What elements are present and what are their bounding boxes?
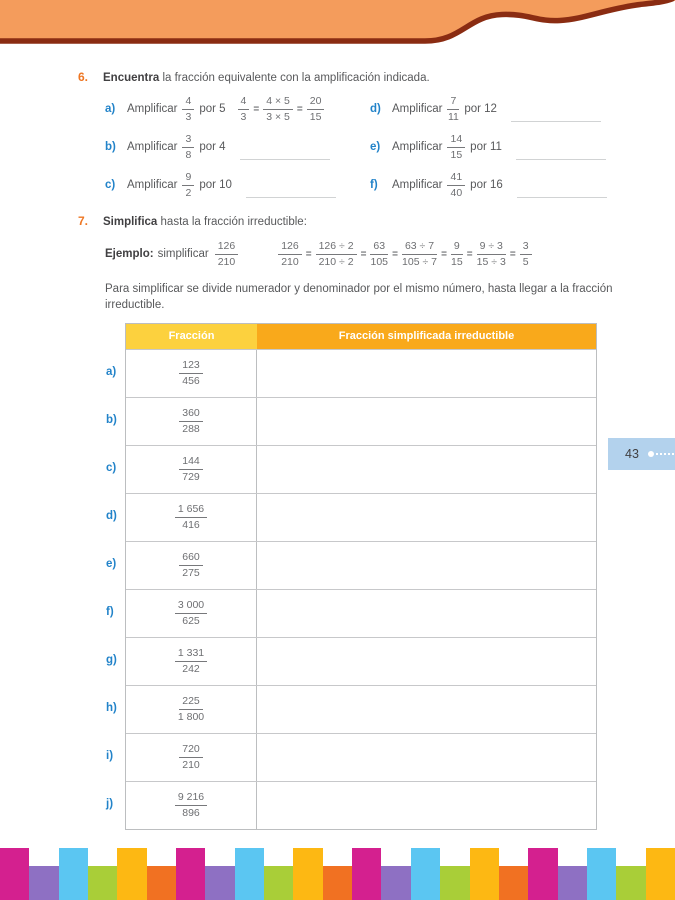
multiplier-text: por 5 [199, 103, 226, 115]
equals-sign: = [441, 248, 447, 260]
item-letter: e) [370, 141, 381, 153]
answer-cell[interactable] [257, 446, 596, 493]
answer-blank[interactable] [511, 121, 601, 122]
fraction: $\frac{9 216}{896}$ [175, 791, 207, 819]
multiplier-text: por 11 [470, 141, 502, 153]
answer-cell[interactable] [257, 638, 596, 685]
row-letter: a) [106, 365, 117, 378]
exercise-7-instruction: Simplifica hasta la fracción irreductible: [103, 216, 307, 228]
fraction-cell [126, 734, 257, 781]
fraction: $\frac{360}{288}$ [179, 407, 203, 435]
column-header-fraction: Fracción [126, 324, 257, 349]
column-header-simplified: Fracción simplificada irreductible [257, 324, 596, 349]
worked-example [238, 95, 325, 123]
badge-dotted-line [656, 453, 674, 455]
answer-blank[interactable] [240, 159, 330, 160]
answer-cell[interactable] [257, 494, 596, 541]
exercise-6-item-b [105, 128, 370, 166]
footer-block [29, 866, 58, 900]
fraction: $\frac{126}{210}$ [278, 240, 302, 268]
footer-block [323, 866, 352, 900]
exercise-7-example [105, 236, 645, 272]
footer-block [587, 848, 616, 900]
footer-block [352, 848, 381, 900]
answer-cell[interactable] [257, 590, 596, 637]
item-verb: Amplificar [127, 141, 178, 153]
footer-block [0, 848, 29, 900]
fraction: $\frac{20}{15}$ [307, 95, 325, 123]
exercise-6-items [105, 90, 645, 204]
fraction: $\frac{7}{11}$ [447, 94, 459, 123]
footer-block [499, 866, 528, 900]
fraction: $\frac{63}{105}$ [370, 239, 389, 268]
row-letter: j) [106, 797, 114, 810]
fraction: $\frac{9}{2}$ [182, 171, 194, 199]
fraction: $\frac{4 \times 5}{3 \times 5}$ [263, 95, 293, 123]
fraction-cell [126, 398, 257, 445]
footer-block [646, 848, 675, 900]
simplification-table-wrap [78, 323, 645, 830]
footer-block [264, 866, 293, 900]
example-label: Ejemplo: [105, 248, 154, 260]
table-row [126, 637, 596, 685]
exercise-6-header [78, 70, 645, 84]
multiplier-text: por 12 [464, 103, 497, 115]
table-row-labels [78, 323, 125, 830]
exercise-6-item-f [370, 166, 645, 204]
fraction: $\frac{660}{275}$ [179, 551, 203, 579]
footer-block [381, 866, 410, 900]
exercise-7-note: Para simplificar se divide numerador y denominador por el mismo número, hasta llegar a la fracción irreductible. [105, 283, 613, 312]
fraction: $\frac{14}{15}$ [447, 133, 465, 161]
footer-block [616, 866, 645, 900]
table-row [126, 589, 596, 637]
equals-sign: = [360, 248, 367, 260]
equals-sign: = [253, 103, 260, 115]
exercise-6-item-a [105, 90, 370, 128]
item-letter: c) [105, 179, 116, 191]
fraction: $\frac{1 331}{242}$ [175, 647, 207, 675]
exercise-6-number: 6. [78, 70, 89, 84]
fraction: $\frac{4}{3}$ [182, 95, 194, 123]
table-row [126, 493, 596, 541]
table-row [126, 685, 596, 733]
fraction: $\frac{126}{210}$ [215, 240, 239, 268]
item-verb: Amplificar [127, 103, 178, 115]
exercise-7 [78, 214, 645, 830]
equals-sign: = [509, 248, 516, 260]
row-letter: f) [106, 605, 114, 618]
fraction: $\frac{126 \div 2}{210 \div 2}$ [316, 240, 357, 268]
fraction: $\frac{4}{3}$ [238, 95, 250, 123]
item-verb: Amplificar [392, 103, 443, 115]
footer-block [411, 848, 440, 900]
table-row [126, 397, 596, 445]
answer-cell[interactable] [257, 350, 596, 397]
top-wave-decoration [0, 0, 675, 48]
row-letter: b) [106, 413, 117, 426]
row-letter: h) [106, 701, 117, 714]
fraction: $\frac{123}{456}$ [179, 359, 203, 387]
item-letter: a) [105, 103, 116, 115]
fraction: $\frac{720}{210}$ [179, 743, 203, 771]
fraction: $\frac{3}{8}$ [182, 133, 194, 161]
footer-block [235, 848, 264, 900]
footer-block [558, 866, 587, 900]
table-row [126, 541, 596, 589]
multiplier-text: por 4 [199, 141, 226, 153]
exercise-6-instruction: Encuentra la fracción equivalente con la amplificación indicada. [103, 72, 430, 84]
footer-block [205, 866, 234, 900]
footer-strip-decoration [0, 848, 675, 900]
fraction: $\frac{41}{40}$ [447, 171, 465, 199]
item-letter: d) [370, 103, 381, 115]
footer-block [528, 848, 557, 900]
fraction: $\frac{63 \div 7}{105 \div 7}$ [402, 239, 437, 268]
exercise-6 [78, 70, 645, 204]
row-letter: i) [106, 749, 114, 762]
page-number-badge [608, 438, 675, 470]
footer-block [59, 848, 88, 900]
answer-blank[interactable] [246, 197, 336, 198]
table-row [126, 445, 596, 493]
footer-block [147, 866, 176, 900]
exercise-7-header [78, 214, 645, 228]
item-verb: Amplificar [392, 141, 443, 153]
row-letter: c) [106, 461, 117, 474]
row-letter: e) [106, 557, 117, 570]
fraction-cell [126, 350, 257, 397]
item-letter: f) [370, 179, 378, 191]
item-letter: b) [105, 141, 116, 153]
answer-cell[interactable] [257, 398, 596, 445]
table-row [126, 781, 596, 829]
equals-sign: = [305, 248, 312, 260]
row-letter: g) [106, 653, 117, 666]
fraction-cell [126, 494, 257, 541]
exercise-6-item-d [370, 90, 645, 128]
equals-sign: = [466, 248, 473, 260]
fraction: $\frac{9 \div 3}{15 \div 3}$ [476, 239, 506, 268]
footer-block [88, 866, 117, 900]
footer-block [117, 848, 146, 900]
fraction-cell [126, 446, 257, 493]
fraction-cell [126, 590, 257, 637]
simplification-table [125, 323, 597, 830]
table-row [126, 733, 596, 781]
footer-block [293, 848, 322, 900]
page-number: 43 [625, 447, 639, 461]
page-content [0, 70, 675, 830]
row-letter: d) [106, 509, 117, 522]
answer-cell[interactable] [257, 782, 596, 829]
fraction-cell [126, 638, 257, 685]
table-header [126, 324, 596, 349]
exercise-6-item-e [370, 128, 645, 166]
item-verb: Amplificar [392, 179, 443, 191]
fraction: $\frac{3 000}{625}$ [175, 599, 207, 627]
footer-block [176, 848, 205, 900]
fraction: $\frac{225}{1 800}$ [177, 695, 205, 723]
fraction: $\frac{9}{15}$ [450, 239, 463, 268]
simplification-equation [278, 240, 531, 268]
answer-cell[interactable] [257, 542, 596, 589]
equals-sign: = [392, 248, 398, 260]
fraction-cell [126, 782, 257, 829]
answer-cell[interactable] [257, 686, 596, 733]
exercise-7-number: 7. [78, 214, 89, 228]
equals-sign: = [296, 103, 303, 115]
footer-block [440, 866, 469, 900]
answer-cell[interactable] [257, 734, 596, 781]
table-row [126, 349, 596, 397]
badge-dot-icon [648, 451, 654, 457]
fraction-cell [126, 542, 257, 589]
answer-blank[interactable] [517, 197, 607, 198]
fraction: $\frac{144}{729}$ [179, 455, 203, 483]
answer-blank[interactable] [516, 159, 606, 160]
fraction: $\frac{3}{5}$ [520, 240, 532, 268]
multiplier-text: por 10 [199, 179, 232, 191]
multiplier-text: por 16 [470, 179, 503, 191]
example-text: simplificar [157, 248, 209, 260]
footer-block [470, 848, 499, 900]
item-verb: Amplificar [127, 179, 178, 191]
fraction-cell [126, 686, 257, 733]
fraction: $\frac{1 656}{416}$ [175, 503, 207, 531]
exercise-6-item-c [105, 166, 370, 204]
